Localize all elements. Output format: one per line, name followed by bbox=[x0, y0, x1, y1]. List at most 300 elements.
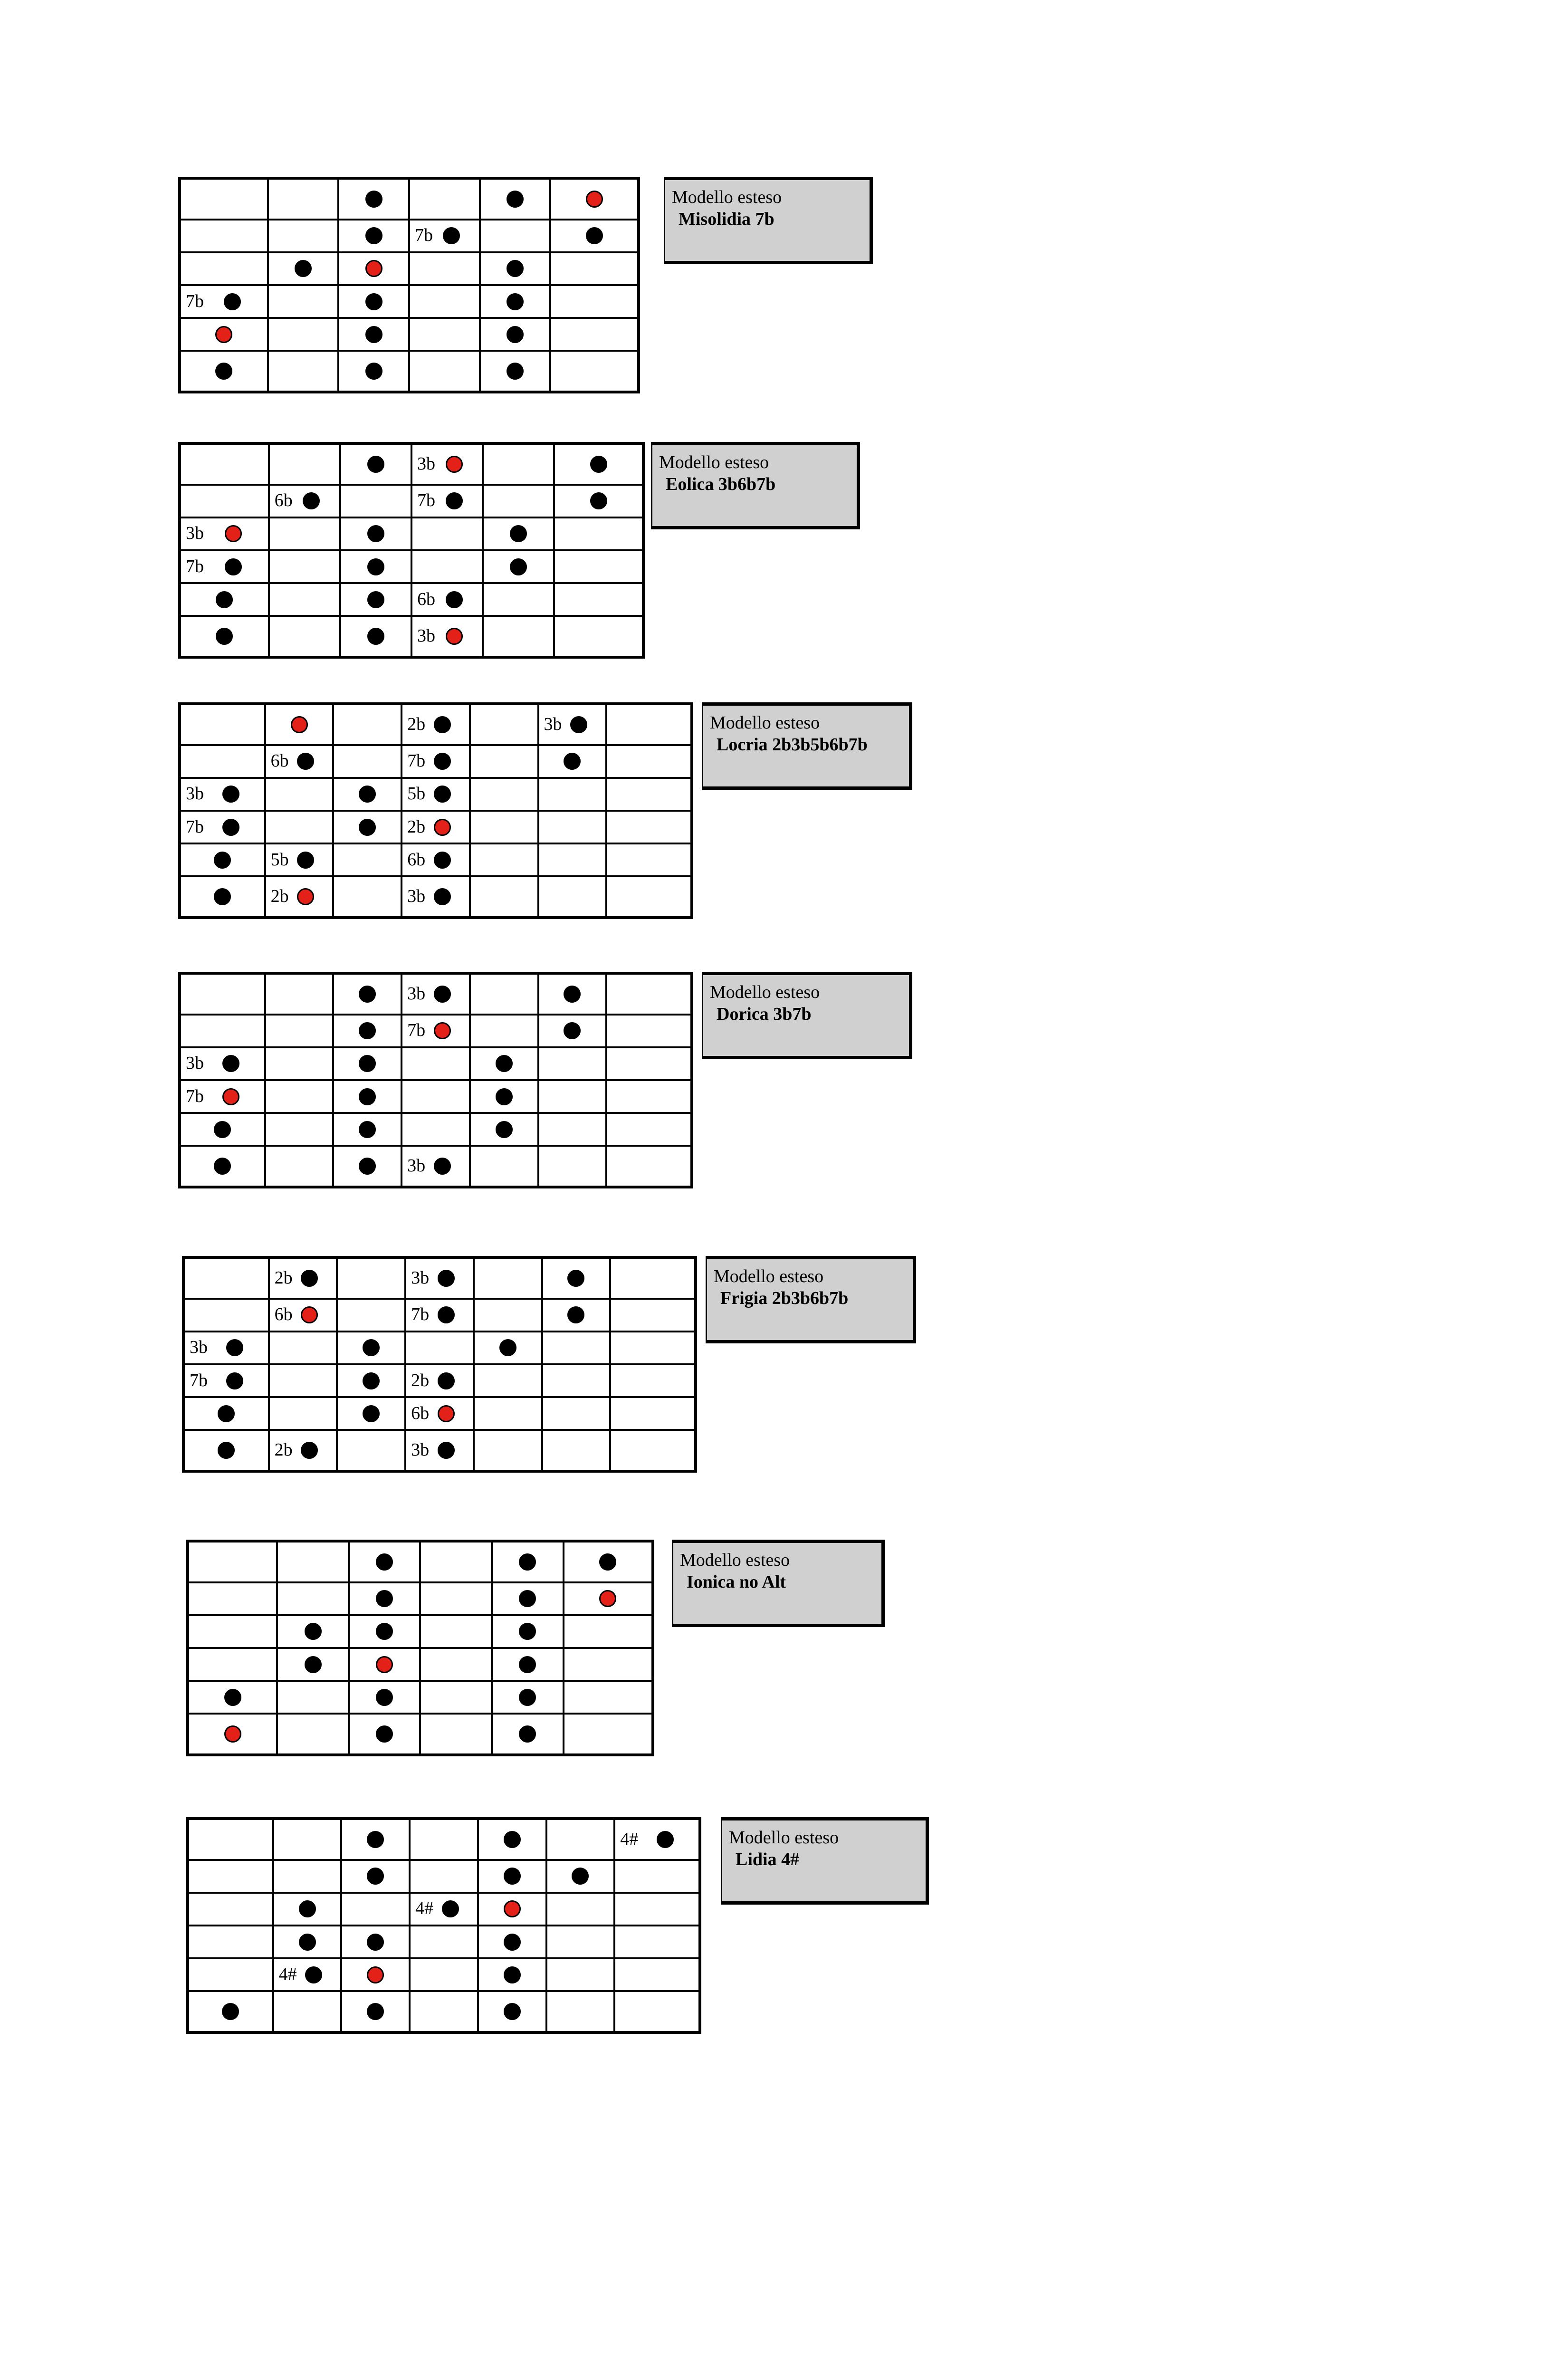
scale-note-dot bbox=[359, 819, 376, 836]
scale-note-dot bbox=[434, 1158, 451, 1175]
fret-cell bbox=[265, 1113, 334, 1146]
fret-cell bbox=[470, 973, 538, 1015]
interval-label: 2b bbox=[407, 714, 426, 735]
fret-cell bbox=[277, 1681, 349, 1714]
fret-cell bbox=[273, 1860, 342, 1893]
interval-label: 4# bbox=[620, 1829, 639, 1849]
scale-note-dot bbox=[507, 260, 524, 277]
scale-note-dot bbox=[214, 888, 231, 905]
fret-cell bbox=[492, 1681, 564, 1714]
fret-cell bbox=[338, 252, 409, 285]
interval-label: 7b bbox=[186, 816, 204, 837]
scale-diagram-dorica bbox=[178, 972, 912, 1188]
fret-cell bbox=[538, 811, 607, 843]
fret-cell bbox=[546, 1860, 615, 1893]
fret-cell bbox=[542, 1397, 611, 1430]
fret-cell bbox=[492, 1615, 564, 1648]
fret-cell bbox=[340, 517, 411, 550]
fret-cell bbox=[269, 1397, 337, 1430]
fret-cell bbox=[333, 876, 402, 918]
scale-note-dot bbox=[564, 986, 581, 1003]
scale-info-box bbox=[706, 1256, 916, 1343]
fret-cell bbox=[405, 1430, 474, 1471]
scale-note-dot bbox=[363, 1405, 380, 1422]
fret-cell bbox=[349, 1681, 421, 1714]
fret-cell bbox=[340, 550, 411, 583]
interval-label: 3b bbox=[190, 1337, 208, 1358]
scale-note-dot bbox=[365, 191, 382, 208]
scale-note-dot bbox=[434, 786, 451, 803]
scale-note-dot bbox=[305, 1656, 322, 1673]
scale-info-box bbox=[672, 1540, 885, 1627]
scale-note-dot bbox=[367, 558, 384, 575]
fret-cell bbox=[538, 704, 607, 745]
scale-name: Frigia 2b3b6b7b bbox=[720, 1288, 849, 1308]
string-row bbox=[180, 811, 692, 843]
fret-cell bbox=[478, 1860, 546, 1893]
fretboard-grid bbox=[182, 1256, 697, 1473]
fret-cell bbox=[180, 1080, 265, 1113]
fret-cell bbox=[180, 285, 268, 318]
fret-cell bbox=[483, 443, 554, 485]
scale-note-dot bbox=[214, 1121, 231, 1138]
fret-cell bbox=[333, 843, 402, 876]
scale-note-dot bbox=[434, 716, 451, 733]
scale-note-dot bbox=[519, 1725, 536, 1743]
scale-note-dot bbox=[215, 363, 232, 380]
fret-cell bbox=[333, 1047, 402, 1080]
fret-cell bbox=[265, 745, 334, 778]
fret-cell bbox=[410, 1893, 478, 1926]
fret-cell bbox=[183, 1257, 269, 1299]
fret-cell bbox=[188, 1860, 273, 1893]
interval-label: 7b bbox=[186, 291, 204, 311]
root-note-dot bbox=[225, 525, 242, 542]
fret-cell bbox=[606, 876, 692, 918]
scale-name: Locria 2b3b5b6b7b bbox=[717, 735, 868, 755]
fret-cell bbox=[269, 1364, 337, 1397]
fret-cell bbox=[269, 517, 340, 550]
fret-cell bbox=[606, 1047, 692, 1080]
fret-cell bbox=[265, 1047, 334, 1080]
fret-cell bbox=[470, 745, 538, 778]
fret-cell bbox=[268, 285, 339, 318]
interval-label: 3b bbox=[407, 886, 426, 907]
fret-cell bbox=[538, 1146, 607, 1187]
fret-cell bbox=[341, 1991, 410, 2032]
fret-cell bbox=[564, 1615, 653, 1648]
fret-cell bbox=[265, 1015, 334, 1047]
scale-note-dot bbox=[359, 1055, 376, 1072]
fret-cell bbox=[268, 351, 339, 392]
fret-cell bbox=[420, 1541, 492, 1582]
fret-cell bbox=[478, 1819, 546, 1860]
fret-cell bbox=[564, 1681, 653, 1714]
fret-cell bbox=[273, 1926, 342, 1958]
string-row bbox=[188, 1926, 700, 1958]
fret-cell bbox=[470, 778, 538, 811]
fret-cell bbox=[268, 220, 339, 252]
root-note-dot bbox=[446, 628, 463, 645]
fret-cell bbox=[546, 1926, 615, 1958]
info-box-title: Modello esteso bbox=[714, 1266, 824, 1286]
scale-note-dot bbox=[365, 227, 382, 244]
fret-cell bbox=[411, 517, 483, 550]
scale-note-dot bbox=[367, 456, 384, 473]
fret-cell bbox=[349, 1541, 421, 1582]
fret-cell bbox=[542, 1364, 611, 1397]
scale-note-dot bbox=[434, 753, 451, 770]
fret-cell bbox=[550, 351, 639, 392]
scale-note-dot bbox=[504, 2003, 521, 2020]
fret-cell bbox=[277, 1714, 349, 1755]
scale-note-dot bbox=[367, 628, 384, 645]
scale-note-dot bbox=[222, 786, 239, 803]
fret-cell bbox=[269, 1430, 337, 1471]
string-row bbox=[188, 1648, 653, 1681]
fret-cell bbox=[333, 778, 402, 811]
fret-cell bbox=[349, 1714, 421, 1755]
string-row bbox=[183, 1299, 696, 1332]
fret-cell bbox=[341, 1860, 410, 1893]
fret-cell bbox=[269, 1257, 337, 1299]
fret-cell bbox=[610, 1397, 696, 1430]
string-row bbox=[180, 1146, 692, 1187]
scale-note-dot bbox=[570, 716, 587, 733]
fret-cell bbox=[337, 1257, 405, 1299]
root-note-dot bbox=[222, 1088, 239, 1105]
fret-cell bbox=[349, 1615, 421, 1648]
fret-cell bbox=[470, 876, 538, 918]
fret-cell bbox=[606, 1113, 692, 1146]
fret-cell bbox=[410, 1958, 478, 1991]
root-note-dot bbox=[365, 260, 382, 277]
scale-diagram-misolidia bbox=[178, 177, 873, 393]
fret-cell bbox=[183, 1299, 269, 1332]
fret-cell bbox=[538, 1015, 607, 1047]
scale-note-dot bbox=[657, 1831, 674, 1848]
interval-label: 3b bbox=[544, 714, 562, 735]
fret-cell bbox=[550, 178, 639, 220]
fret-cell bbox=[554, 616, 643, 657]
scale-info-box bbox=[664, 177, 873, 264]
fret-cell bbox=[610, 1257, 696, 1299]
string-row bbox=[180, 778, 692, 811]
scale-diagram-ionica bbox=[186, 1540, 885, 1756]
interval-label: 3b bbox=[417, 454, 435, 474]
fret-cell bbox=[337, 1397, 405, 1430]
scale-note-dot bbox=[438, 1306, 455, 1323]
fret-cell bbox=[542, 1299, 611, 1332]
scale-note-dot bbox=[218, 1442, 235, 1459]
interval-label: 4# bbox=[415, 1898, 434, 1919]
interval-label: 7b bbox=[186, 556, 204, 576]
fret-cell bbox=[470, 1080, 538, 1113]
fret-cell bbox=[538, 1080, 607, 1113]
scale-name: Ionica no Alt bbox=[687, 1572, 786, 1592]
scale-note-dot bbox=[438, 1270, 455, 1287]
scale-note-dot bbox=[305, 1623, 322, 1640]
fret-cell bbox=[610, 1299, 696, 1332]
fret-cell bbox=[411, 616, 483, 657]
fret-cell bbox=[333, 704, 402, 745]
fret-cell bbox=[180, 550, 269, 583]
interval-label: 2b bbox=[270, 886, 289, 907]
fret-cell bbox=[183, 1430, 269, 1471]
fret-cell bbox=[483, 583, 554, 616]
fret-cell bbox=[606, 843, 692, 876]
scale-diagram-locria bbox=[178, 702, 912, 919]
fret-cell bbox=[420, 1648, 492, 1681]
fret-cell bbox=[337, 1364, 405, 1397]
fret-cell bbox=[269, 443, 340, 485]
string-row bbox=[183, 1430, 696, 1471]
fret-cell bbox=[606, 1080, 692, 1113]
fret-cell bbox=[180, 351, 268, 392]
scale-note-dot bbox=[443, 227, 460, 244]
interval-label: 6b bbox=[274, 1304, 293, 1325]
root-note-dot bbox=[367, 1966, 384, 1983]
fret-cell bbox=[340, 485, 411, 517]
fret-cell bbox=[554, 485, 643, 517]
scale-note-dot bbox=[504, 1934, 521, 1951]
fret-cell bbox=[405, 1332, 474, 1364]
scale-note-dot bbox=[504, 1868, 521, 1885]
scale-note-dot bbox=[359, 1022, 376, 1039]
scale-note-dot bbox=[564, 753, 581, 770]
scale-note-dot bbox=[376, 1725, 393, 1743]
fret-cell bbox=[188, 1926, 273, 1958]
scale-note-dot bbox=[297, 852, 314, 869]
string-row bbox=[180, 1047, 692, 1080]
scale-note-dot bbox=[365, 293, 382, 310]
fret-cell bbox=[614, 1819, 700, 1860]
fret-cell bbox=[409, 252, 480, 285]
fret-cell bbox=[402, 876, 470, 918]
fret-cell bbox=[402, 843, 470, 876]
scale-note-dot bbox=[365, 363, 382, 380]
scale-info-box bbox=[721, 1817, 929, 1905]
fret-cell bbox=[480, 285, 551, 318]
scale-note-dot bbox=[499, 1339, 516, 1356]
root-note-dot bbox=[297, 888, 314, 905]
interval-label: 3b bbox=[407, 984, 426, 1004]
fret-cell bbox=[542, 1430, 611, 1471]
fret-cell bbox=[340, 443, 411, 485]
fret-cell bbox=[410, 1819, 478, 1860]
string-row bbox=[180, 843, 692, 876]
scale-note-dot bbox=[507, 293, 524, 310]
fret-cell bbox=[492, 1714, 564, 1755]
scale-note-dot bbox=[510, 525, 527, 542]
fret-cell bbox=[614, 1958, 700, 1991]
fret-cell bbox=[610, 1364, 696, 1397]
root-note-dot bbox=[301, 1306, 318, 1323]
string-row bbox=[183, 1397, 696, 1430]
fret-cell bbox=[180, 1113, 265, 1146]
fret-cell bbox=[277, 1582, 349, 1615]
fret-cell bbox=[554, 550, 643, 583]
fret-cell bbox=[265, 1146, 334, 1187]
scale-name: Dorica 3b7b bbox=[717, 1004, 812, 1024]
scale-note-dot bbox=[365, 326, 382, 343]
fret-cell bbox=[188, 1958, 273, 1991]
fret-cell bbox=[269, 616, 340, 657]
interval-label: 6b bbox=[407, 850, 426, 870]
scale-note-dot bbox=[572, 1868, 589, 1885]
fret-cell bbox=[405, 1397, 474, 1430]
fret-cell bbox=[333, 745, 402, 778]
fret-cell bbox=[273, 1958, 342, 1991]
interval-label: 3b bbox=[411, 1440, 430, 1460]
string-row bbox=[180, 178, 639, 220]
fret-cell bbox=[474, 1299, 542, 1332]
fret-cell bbox=[614, 1926, 700, 1958]
string-row bbox=[188, 1714, 653, 1755]
scale-note-dot bbox=[376, 1623, 393, 1640]
fret-cell bbox=[409, 220, 480, 252]
fret-cell bbox=[474, 1257, 542, 1299]
scale-note-dot bbox=[363, 1372, 380, 1389]
fret-cell bbox=[564, 1714, 653, 1755]
fret-cell bbox=[180, 443, 269, 485]
fret-cell bbox=[183, 1332, 269, 1364]
fret-cell bbox=[349, 1582, 421, 1615]
fret-cell bbox=[273, 1991, 342, 2032]
scale-note-dot bbox=[376, 1689, 393, 1706]
scale-note-dot bbox=[222, 1055, 239, 1072]
interval-label: 7b bbox=[190, 1370, 208, 1390]
fret-cell bbox=[542, 1257, 611, 1299]
fret-cell bbox=[340, 583, 411, 616]
fret-cell bbox=[180, 220, 268, 252]
root-note-dot bbox=[291, 716, 308, 733]
string-row bbox=[180, 550, 643, 583]
fret-cell bbox=[180, 745, 265, 778]
scale-note-dot bbox=[496, 1121, 513, 1138]
scale-note-dot bbox=[303, 492, 320, 509]
string-row bbox=[180, 443, 643, 485]
scale-note-dot bbox=[504, 1831, 521, 1848]
fret-cell bbox=[333, 973, 402, 1015]
scale-name: Eolica 3b6b7b bbox=[666, 474, 776, 494]
string-row bbox=[180, 745, 692, 778]
fret-cell bbox=[340, 616, 411, 657]
interval-label: 6b bbox=[411, 1403, 430, 1424]
fret-cell bbox=[614, 1860, 700, 1893]
scale-note-dot bbox=[367, 591, 384, 608]
fret-cell bbox=[402, 1113, 470, 1146]
scale-note-dot bbox=[363, 1339, 380, 1356]
interval-label: 4# bbox=[278, 1964, 297, 1985]
root-note-dot bbox=[224, 1725, 241, 1743]
scale-note-dot bbox=[224, 1689, 241, 1706]
interval-label: 7b bbox=[407, 751, 426, 771]
fret-cell bbox=[402, 704, 470, 745]
info-box-title: Modello esteso bbox=[710, 713, 820, 733]
scale-note-dot bbox=[567, 1306, 584, 1323]
string-row bbox=[183, 1364, 696, 1397]
fret-cell bbox=[333, 1080, 402, 1113]
scale-note-dot bbox=[226, 1339, 243, 1356]
fret-cell bbox=[409, 318, 480, 351]
fret-cell bbox=[180, 517, 269, 550]
string-row bbox=[180, 1080, 692, 1113]
scale-note-dot bbox=[519, 1623, 536, 1640]
scale-note-dot bbox=[359, 1088, 376, 1105]
root-note-dot bbox=[438, 1405, 455, 1422]
info-box-title: Modello esteso bbox=[680, 1550, 790, 1570]
scale-note-dot bbox=[510, 558, 527, 575]
scale-info-box bbox=[651, 442, 860, 529]
fret-cell bbox=[268, 178, 339, 220]
fret-cell bbox=[338, 318, 409, 351]
string-row bbox=[180, 485, 643, 517]
info-box-title: Modello esteso bbox=[729, 1828, 839, 1848]
scale-note-dot bbox=[564, 1022, 581, 1039]
fret-cell bbox=[538, 745, 607, 778]
scale-note-dot bbox=[367, 1934, 384, 1951]
fret-cell bbox=[614, 1893, 700, 1926]
scale-note-dot bbox=[367, 525, 384, 542]
root-note-dot bbox=[376, 1656, 393, 1673]
fret-cell bbox=[478, 1958, 546, 1991]
fret-cell bbox=[402, 1146, 470, 1187]
fret-cell bbox=[546, 1958, 615, 1991]
scale-note-dot bbox=[519, 1656, 536, 1673]
fret-cell bbox=[265, 973, 334, 1015]
fret-cell bbox=[474, 1397, 542, 1430]
fret-cell bbox=[180, 1146, 265, 1187]
fret-cell bbox=[180, 876, 265, 918]
scale-info-box bbox=[702, 702, 912, 790]
fretboard-grid bbox=[178, 972, 693, 1188]
info-box-title: Modello esteso bbox=[659, 452, 769, 472]
fret-cell bbox=[180, 485, 269, 517]
scale-note-dot bbox=[519, 1553, 536, 1571]
string-row bbox=[180, 704, 692, 745]
interval-label: 7b bbox=[411, 1304, 430, 1325]
interval-label: 2b bbox=[411, 1370, 430, 1390]
root-note-dot bbox=[586, 191, 603, 208]
interval-label: 6b bbox=[417, 589, 435, 610]
interval-label: 7b bbox=[414, 225, 433, 246]
string-row bbox=[180, 583, 643, 616]
fret-cell bbox=[478, 1991, 546, 2032]
fret-cell bbox=[538, 1047, 607, 1080]
fret-cell bbox=[268, 318, 339, 351]
fret-cell bbox=[492, 1582, 564, 1615]
fret-cell bbox=[265, 704, 334, 745]
scale-note-dot bbox=[367, 2003, 384, 2020]
root-note-dot bbox=[446, 456, 463, 473]
scale-name: Misolidia 7b bbox=[679, 209, 774, 229]
scale-note-dot bbox=[359, 986, 376, 1003]
root-note-dot bbox=[434, 819, 451, 836]
fret-cell bbox=[180, 178, 268, 220]
fret-cell bbox=[265, 876, 334, 918]
scale-note-dot bbox=[222, 2003, 239, 2020]
scale-note-dot bbox=[519, 1590, 536, 1607]
scale-note-dot bbox=[599, 1553, 616, 1571]
fret-cell bbox=[338, 351, 409, 392]
fret-cell bbox=[409, 285, 480, 318]
scale-note-dot bbox=[590, 492, 607, 509]
string-row bbox=[180, 973, 692, 1015]
fret-cell bbox=[411, 550, 483, 583]
fret-cell bbox=[180, 1047, 265, 1080]
scale-note-dot bbox=[299, 1934, 316, 1951]
